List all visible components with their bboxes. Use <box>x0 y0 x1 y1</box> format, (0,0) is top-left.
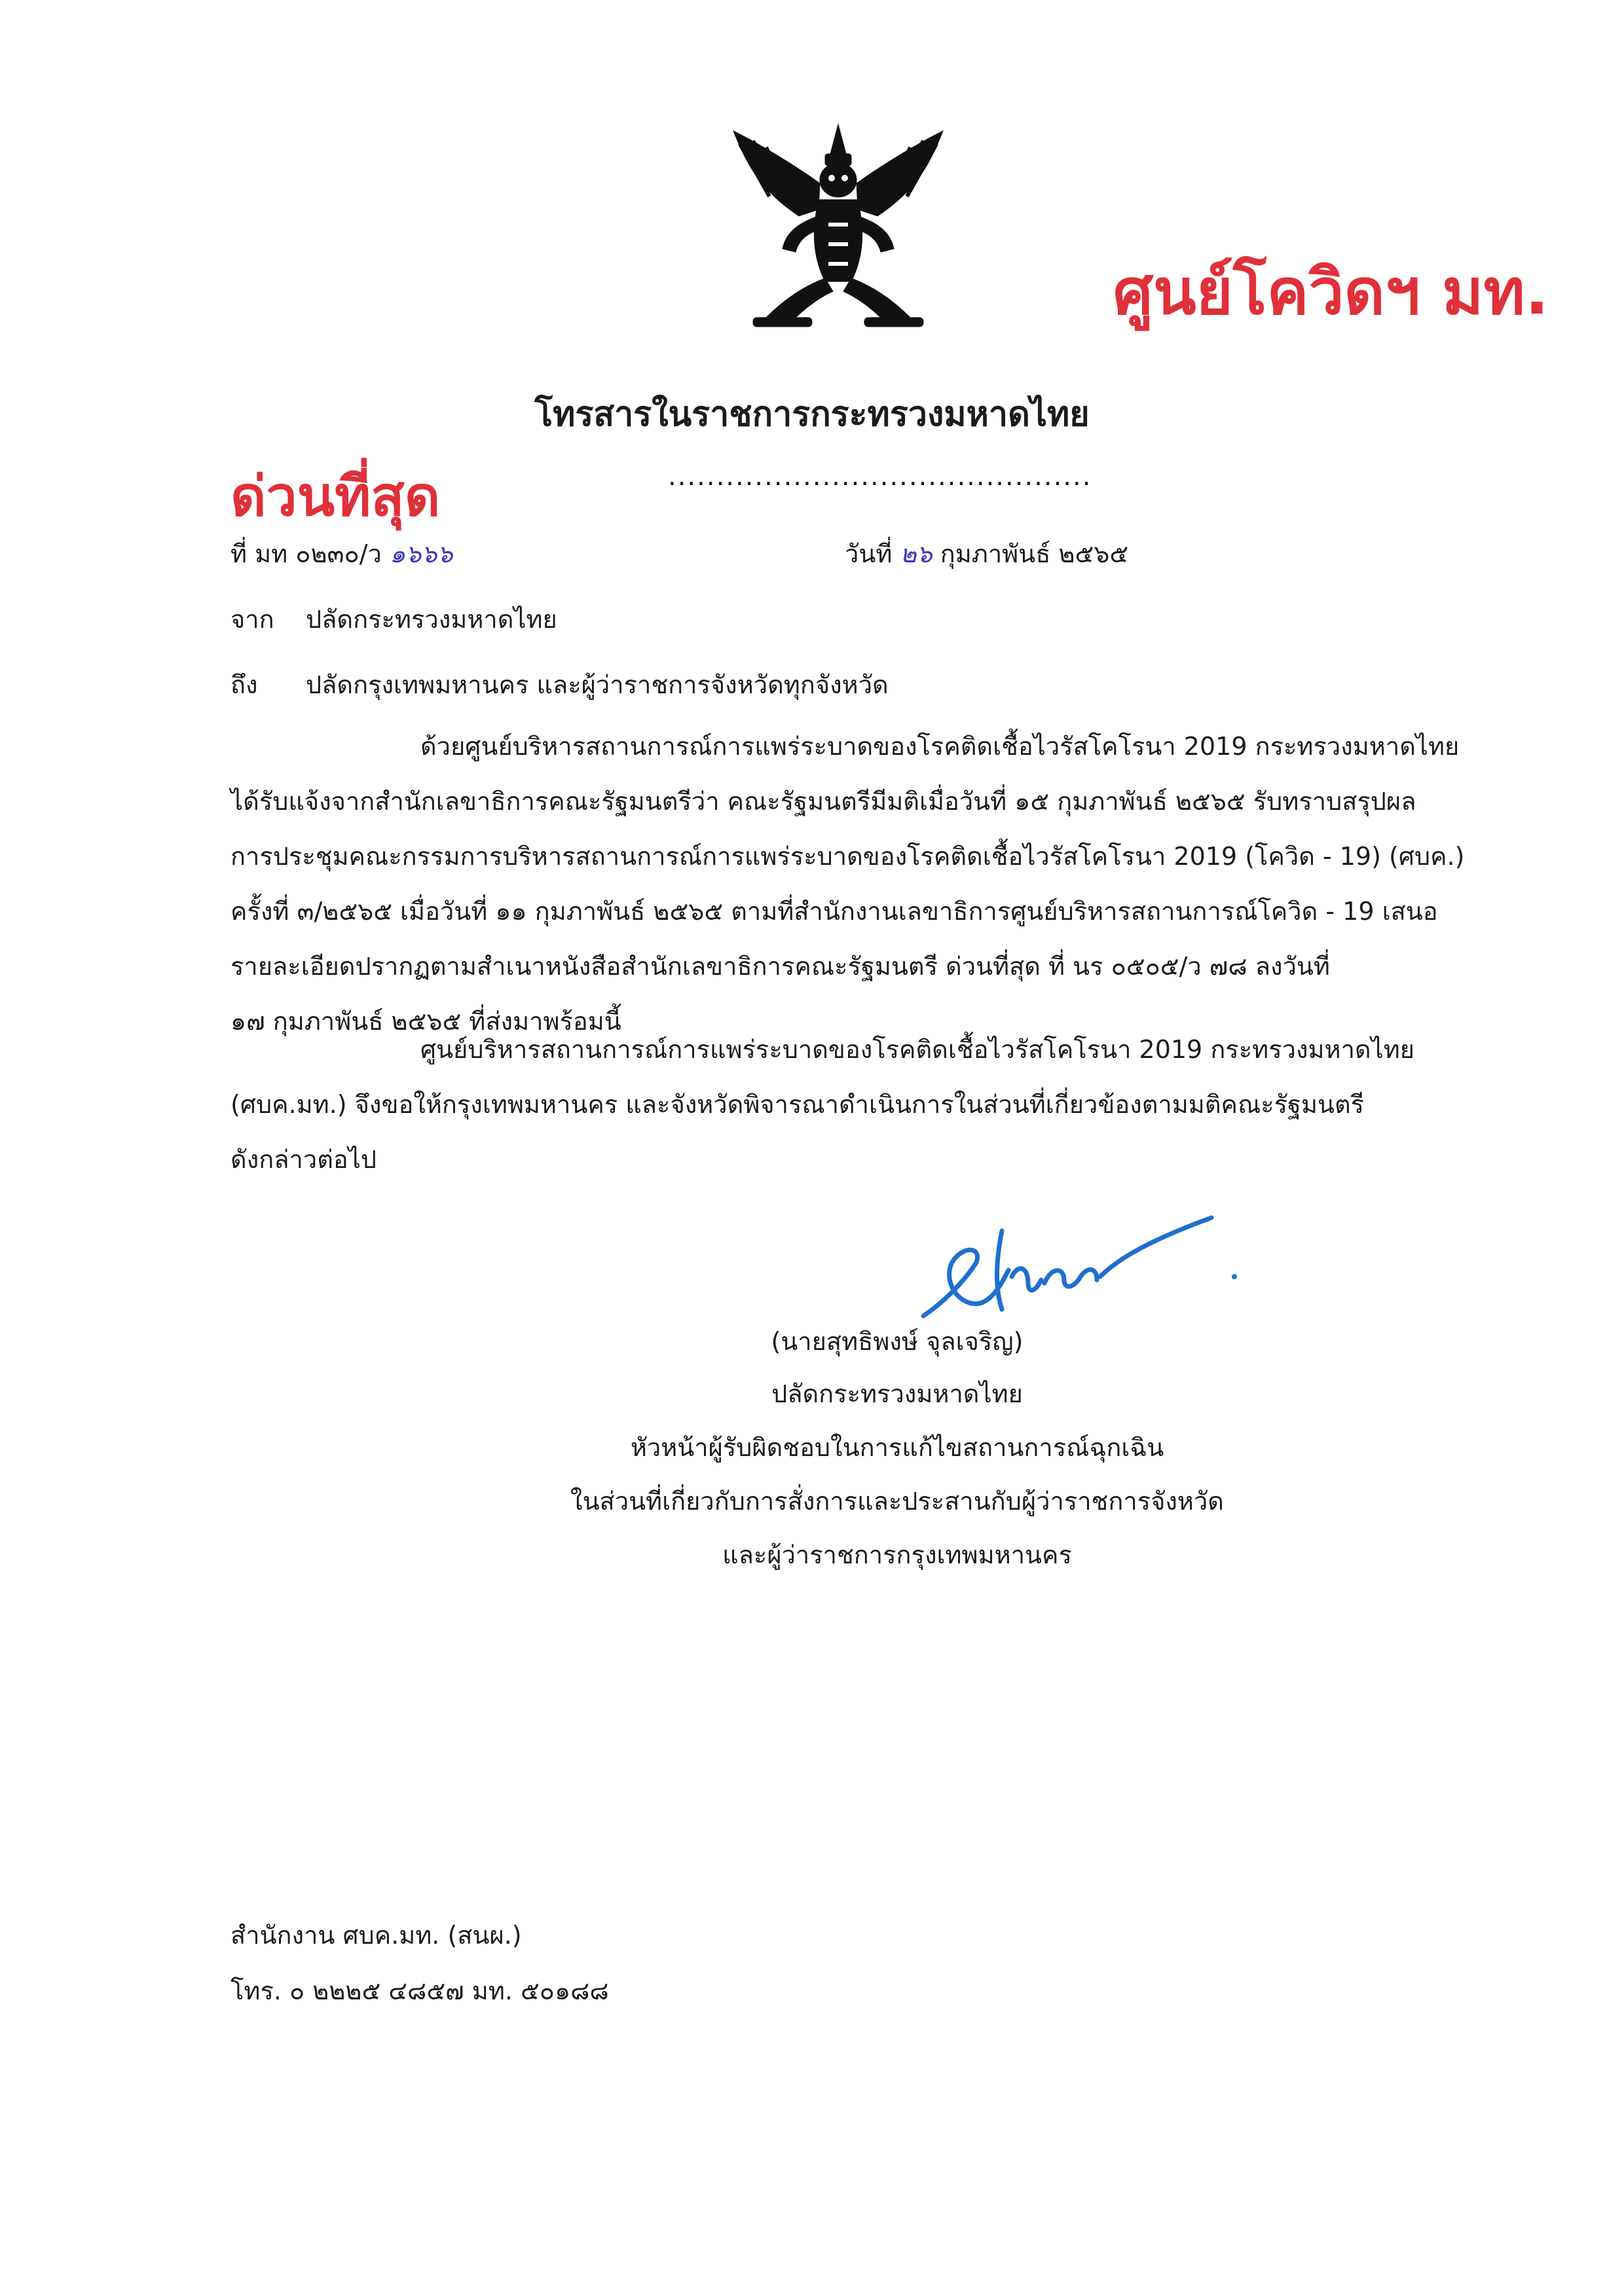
date-label: วันที่ <box>845 539 893 568</box>
date-month-year: กุมภาพันธ์ ๒๕๖๕ <box>940 539 1129 568</box>
from-value: ปลัดกระทรวงมหาดไทย <box>306 605 557 634</box>
to-label: ถึง <box>231 670 258 699</box>
footer-office: สำนักงาน ศบค.มท. (สนผ.) <box>231 1921 522 1950</box>
paragraph-line: การประชุมคณะกรรมการบริหารสถานการณ์การแพร่ระบาดของโรคติดเชื้อไวรัสโคโรนา 2019 (โควิด - 19) (ศบค.) <box>231 842 1465 871</box>
footer-phone: โทร. ๐ ๒๒๒๕ ๔๘๕๗ มท. ๕๐๑๘๘ <box>231 1977 609 2005</box>
corner-label: ศูนย์โควิดฯ มท. <box>1113 255 1549 329</box>
from-row <box>231 599 557 639</box>
reference-number <box>231 534 452 574</box>
paragraph-line: ด้วยศูนย์บริหารสถานการณ์การแพร่ระบาดของโรคติดเชื้อไวรัสโคโรนา 2019 กระทรวงมหาดไทย <box>420 732 1460 761</box>
reference-prefix: ที่ มท ๐๒๓๐/ว <box>231 539 382 568</box>
paragraph-line: (ศบค.มท.) จึงขอให้กรุงเทพมหานคร และจังหวัดพิจารณาดำเนินการในส่วนที่เกี่ยวข้องตามมติคณะรัฐมนตรี <box>231 1090 1365 1119</box>
to-value: ปลัดกรุงเทพมหานคร และผู้ว่าราชการจังหวัดทุกจังหวัด <box>306 670 889 699</box>
signatory-position: ปลัดกระทรวงมหาดไทย <box>771 1379 1023 1408</box>
document-date <box>845 534 1128 574</box>
date-day-handwritten: ๒๖ <box>900 539 932 568</box>
garuda-emblem-icon <box>720 118 956 334</box>
signatory-name: (นายสุทธิพงษ์ จุลเจริญ) <box>771 1327 1024 1356</box>
body-paragraph-2 <box>231 1022 1493 1187</box>
paragraph-line: รายละเอียดปรากฏตามสำเนาหนังสือสำนักเลขาธิการคณะรัฐมนตรี ด่วนที่สุด ที่ นร ๐๕๐๕/ว ๗๘ ลงวันที่ <box>231 952 1330 981</box>
document-title: โทรสารในราชการกระทรวงมหาดไทย <box>534 395 1090 434</box>
urgency-label: ด่วนที่สุด <box>231 464 441 528</box>
reference-handwritten-number: ๑๖๖๖ <box>389 539 453 568</box>
signatory-position: หัวหน้าผู้รับผิดชอบในการแก้ไขสถานการณ์ฉุกเฉิน <box>630 1433 1164 1462</box>
paragraph-line: ศูนย์บริหารสถานการณ์การแพร่ระบาดของโรคติดเชื้อไวรัสโคโรนา 2019 กระทรวงมหาดไทย <box>420 1035 1415 1064</box>
paragraph-line: ครั้งที่ ๓/๒๕๖๕ เมื่อวันที่ ๑๑ กุมภาพันธ์ ๒๕๖๕ ตามที่สำนักงานเลขาธิการศูนย์บริหารสถานการณ์โควิด - 19 เสนอ <box>231 897 1438 926</box>
paragraph-line: ได้รับแจ้งจากสำนักเลขาธิการคณะรัฐมนตรีว่า คณะรัฐมนตรีมีมติเมื่อวันที่ ๑๕ กุมภาพันธ์ ๒๕๖๕ รับทราบสรุปผล <box>231 787 1416 816</box>
signatory-position: และผู้ว่าราชการกรุงเทพมหานคร <box>722 1540 1072 1569</box>
paragraph-line: ดังกล่าวต่อไป <box>231 1145 377 1174</box>
from-label: จาก <box>231 605 274 634</box>
paragraph-line: ๑๗ กุมภาพันธ์ ๒๕๖๕ ที่ส่งมาพร้อมนี้ <box>231 1007 621 1036</box>
dotted-line: ............................................ <box>668 462 1092 492</box>
body-paragraph-1 <box>231 719 1493 1049</box>
handwritten-signature <box>904 1205 1257 1336</box>
signatory-position: ในส่วนที่เกี่ยวกับการสั่งการและประสานกับผู้ว่าราชการจังหวัด <box>570 1487 1224 1516</box>
to-row <box>231 665 889 704</box>
